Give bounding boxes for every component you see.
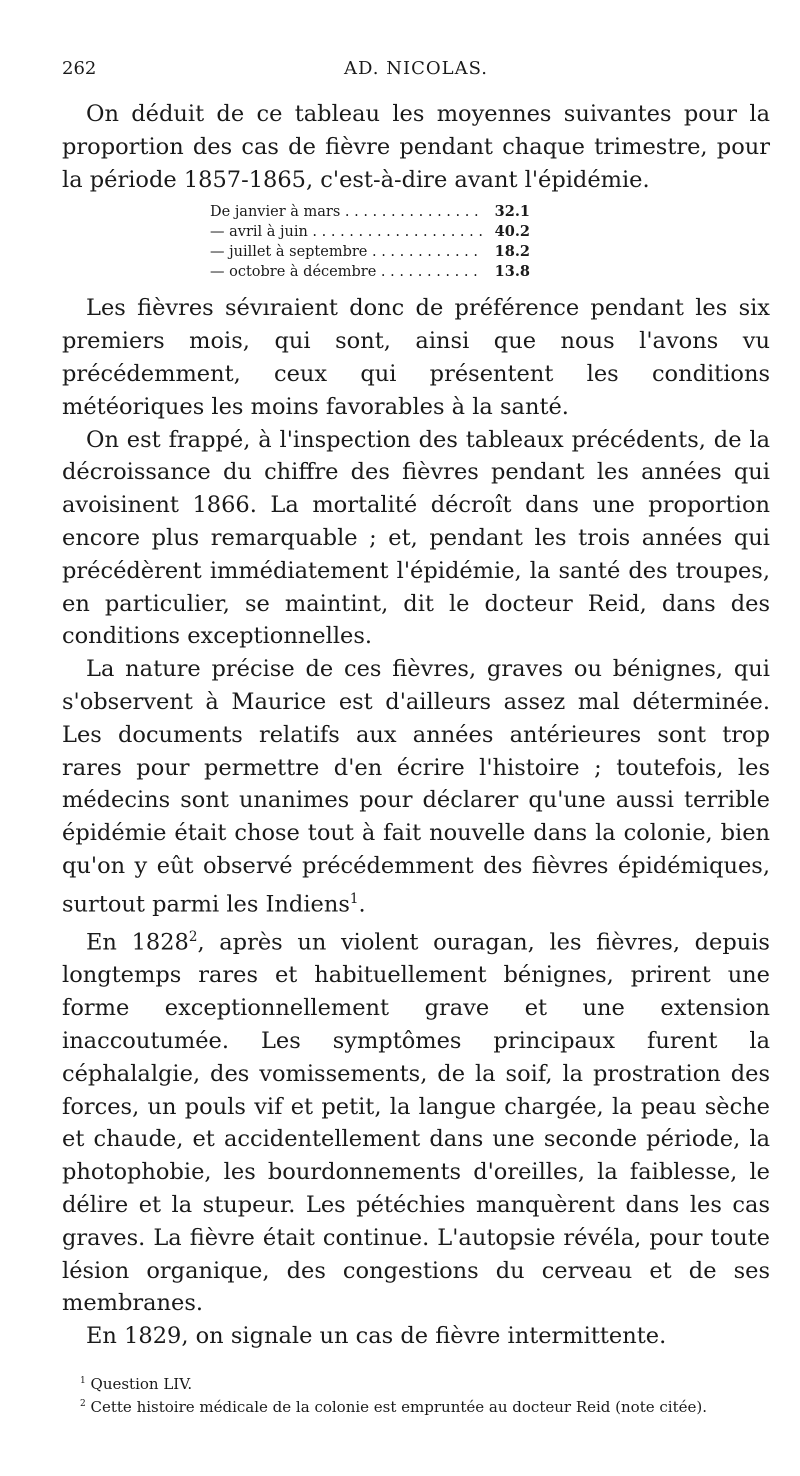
footnote-ref-1: 1 (349, 890, 359, 907)
row-value: 18.2 (494, 243, 530, 261)
table-row (210, 262, 530, 282)
running-title: AD. NICOLAS. (344, 58, 488, 79)
footnote (62, 1394, 770, 1417)
intro-paragraph: On déduit de ce tableau les moyennes suivantes pour la proportion des cas de fièvre pendant chaque trimestre, pour la période 1857-1865, c'est-à-dire avant l'épidémie. (62, 101, 770, 193)
page (62, 58, 770, 1417)
paragraph-5: En 1829, on signale un cas de fièvre intermittente. (86, 1323, 667, 1350)
paragraph-4 (62, 921, 770, 1320)
paragraph-4-text: , après un violent ouragan, les fièvres, depuis longtemps rares et habituellement bénignes, prirent une forme exceptionnellement grave et une extension inaccoutumée. Les symptômes principaux furent la céphalalgie, des vomissements, de la soif, la prostration des forces, un pouls vif et petit, la langue chargée, la peau sèche et chaude, et accidentellement dans une seconde période, la photophobie, les bourdonnements d'oreilles, la faiblesse, le délire et la stupeur. Les pétéchies manquèrent dans les cas graves. La fièvre était continue. L'autopsie révéla, pour toute lésion organique, des congestions du cerveau et de ses membranes. (62, 929, 770, 1317)
footnote-ref-2: 2 (188, 929, 198, 946)
row-label: — juillet à septembre . . . (210, 243, 482, 262)
row-value: 13.8 (494, 263, 530, 281)
paragraph-3-end: . (358, 891, 366, 918)
table-row (210, 222, 530, 242)
footnote-text: Cette histoire médicale de la colonie est empruntée au docteur Reid (note citée). (90, 1397, 707, 1416)
paragraph-4-start: En 1828 (86, 929, 189, 956)
row-label: De janvier à mars . . . (210, 203, 482, 222)
footnotes (62, 1371, 770, 1417)
paragraph-1: Les fièvres sévıraient donc de préférence pendant les six premiers mois, qui sont, ainsi que nous l'avons vu précédemment, ceux qui présentent les conditions météoriques les moins favorables à la santé. (62, 295, 770, 420)
quarterly-table (210, 202, 530, 282)
footnote (62, 1371, 770, 1394)
page-number: 262 (62, 58, 97, 79)
paragraph-2: On est frappé, à l'inspection des tableaux précédents, de la décroissance du chiffre des fièvres pendant les années qui avoisinent 1866. La mortalité décroît dans une proportion encore plus remarquable ; et, pendant les trois années qui précédèrent immédiatement l'épidémie, la santé des troupes, en particulier, se maintint, dit le docteur Reid, dans des conditions exceptionnelles. (62, 426, 770, 650)
row-label: — avril à juin . . . (210, 223, 482, 242)
page-header (62, 58, 770, 98)
footnote-mark: 2 (80, 1398, 86, 1409)
row-value: 32.1 (494, 203, 530, 221)
footnote-text: Question LIV. (90, 1374, 193, 1393)
footnote-mark: 1 (80, 1375, 86, 1386)
row-value: 40.2 (494, 223, 530, 241)
paragraph-3-text: La nature précise de ces fièvres, graves ou bénignes, qui s'observent à Maurice est d'ailleurs assez mal déterminée. Les documents relatifs aux années antérieures sont trop rares pour permettre d'en écrire l'histoire ; toutefois, les médecins sont unanimes pour déclarer qu'une aussi terrible épidémie était chose tout à fait nouvelle dans la colonie, bien qu'on y eût observé précédemment des fièvres épidémiques, surtout parmi les Indiens (62, 656, 770, 918)
table-row (210, 242, 530, 262)
table-row (210, 202, 530, 222)
paragraph-3 (62, 653, 770, 921)
row-label: — octobre à décembre . . . (210, 263, 482, 282)
